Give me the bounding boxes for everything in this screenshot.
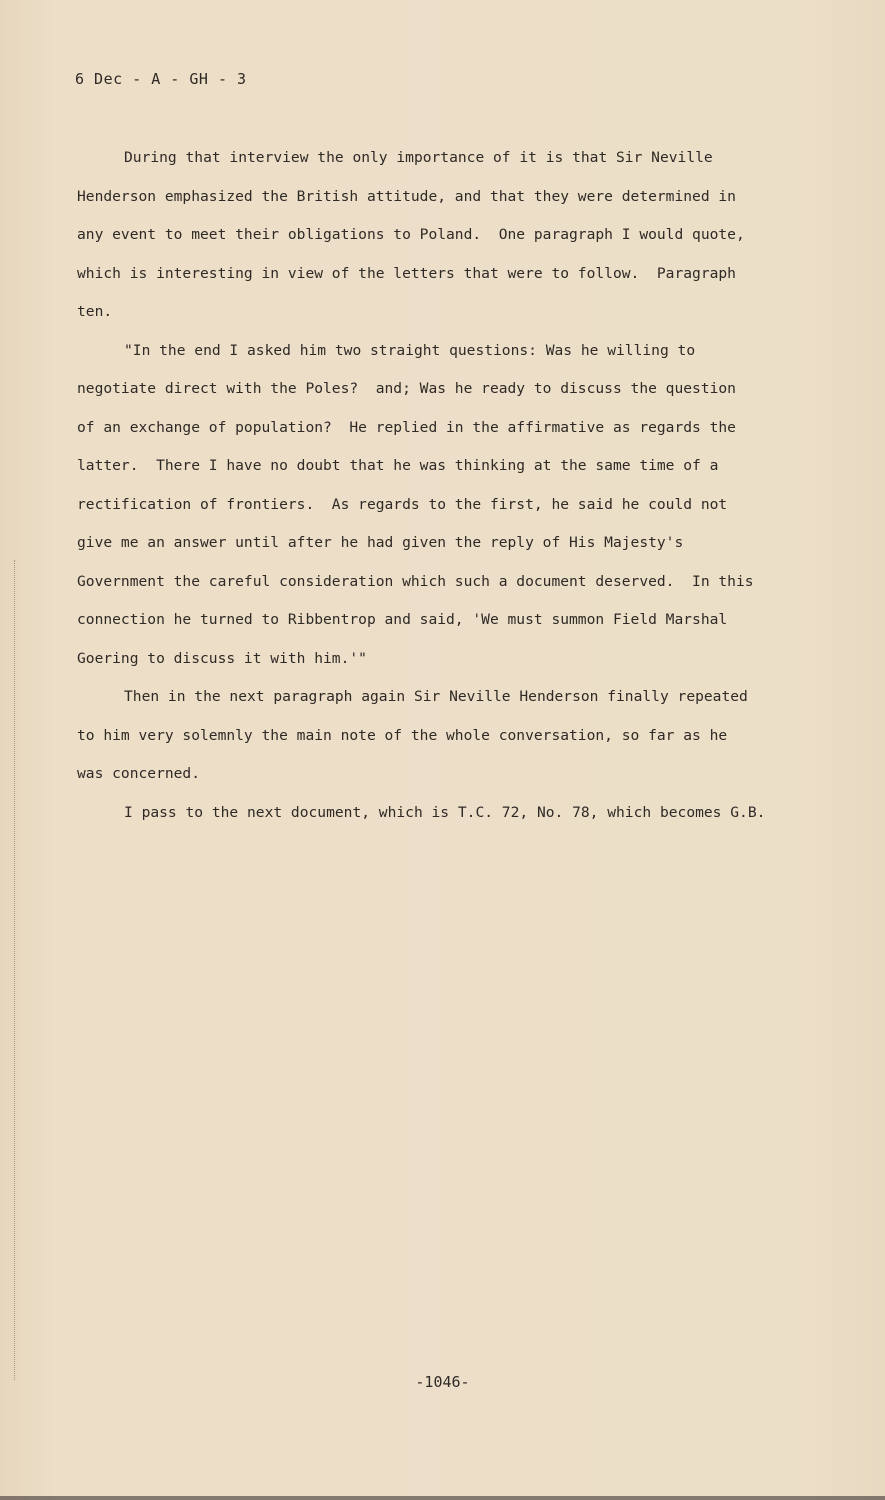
text-line: Henderson emphasized the British attitude, and that they were determined in: [77, 187, 736, 205]
transcript-body: [77, 145, 837, 838]
text-line: Goering to discuss it with him.'": [77, 649, 367, 667]
text-line: ten.: [77, 303, 113, 320]
text-line: Government the careful consideration which such a document deserved. In this: [77, 572, 754, 590]
page-edge-perforation: [0, 560, 15, 1380]
text-line: latter. There I have no doubt that he was thinking at the same time of a: [77, 457, 719, 474]
text-line: to him very solemnly the main note of the whole conversation, so far as he: [77, 726, 728, 744]
page-number: -1046-: [415, 1373, 470, 1391]
text-line: was concerned.: [77, 765, 201, 782]
text-line: connection he turned to Ribbentrop and said, 'We must summon Field Marshal: [77, 611, 728, 628]
text-line: give me an answer until after he had given the reply of His Majesty's: [77, 534, 684, 551]
page-reference-header: 6 Dec - A - GH - 3: [75, 70, 247, 88]
text-line: Then in the next paragraph again Sir Neville Henderson finally repeated: [124, 688, 748, 705]
text-line: "In the end I asked him two straight questions: Was he willing to: [124, 341, 696, 359]
text-line: of an exchange of population? He replied in the affirmative as regards the: [77, 418, 736, 436]
text-line: which is interesting in view of the letters that were to follow. Paragraph: [77, 264, 736, 282]
text-line: During that interview the only importance of it is that Sir Neville: [124, 149, 713, 166]
page-bottom-edge: [0, 1496, 885, 1500]
text-line: negotiate direct with the Poles? and; Was he ready to discuss the question: [77, 380, 736, 397]
text-line: any event to meet their obligations to Poland. One paragraph I would quote,: [77, 226, 745, 243]
text-line: rectification of frontiers. As regards to the first, he said he could not: [77, 495, 728, 513]
text-line: I pass to the next document, which is T.C. 72, No. 78, which becomes G.B.: [124, 803, 766, 821]
